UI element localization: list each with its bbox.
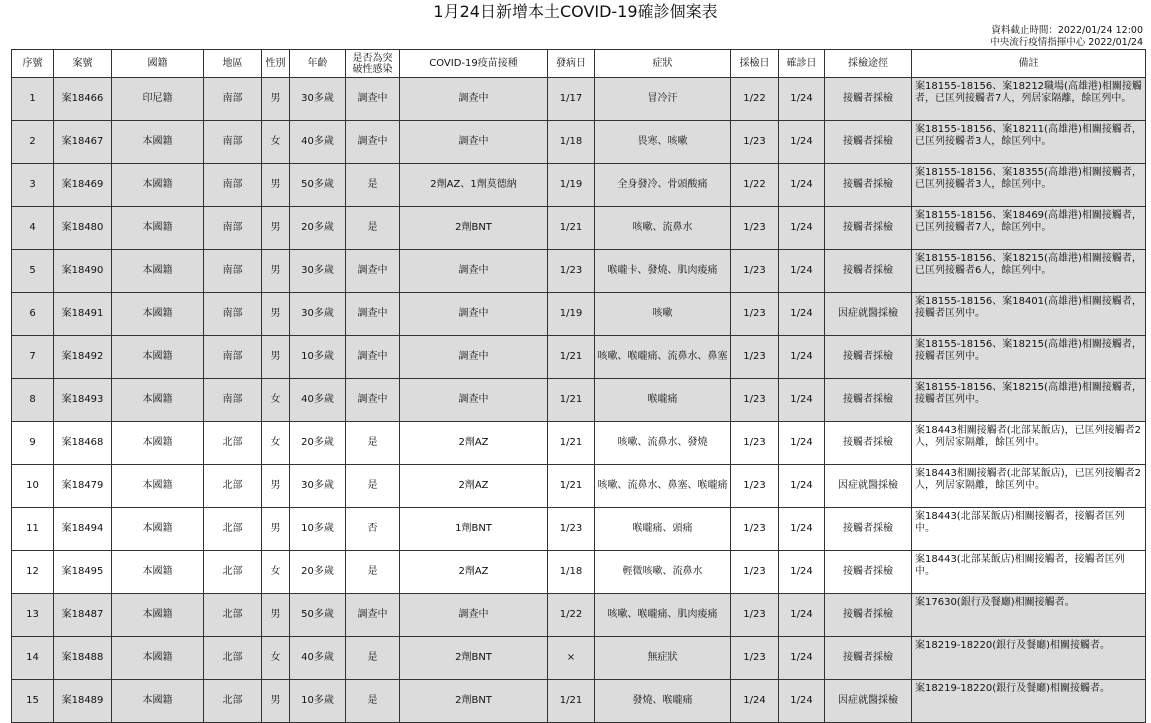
cell-nationality: 本國籍 (112, 121, 204, 164)
cell-case-no: 案18492 (54, 336, 112, 379)
cell-nationality: 本國籍 (112, 551, 204, 594)
cell-vaccination: 調查中 (400, 336, 548, 379)
cell-region: 北部 (204, 551, 262, 594)
cell-nationality: 本國籍 (112, 293, 204, 336)
cell-sampling-date: 1/23 (731, 207, 779, 250)
cell-seq: 13 (12, 594, 54, 637)
table-row (12, 293, 1146, 336)
cell-breakthrough: 調查中 (346, 293, 400, 336)
cell-age: 20多歲 (290, 422, 346, 465)
cell-case-no: 案18487 (54, 594, 112, 637)
cell-onset-date: 1/23 (548, 250, 595, 293)
cell-vaccination: 1劑BNT (400, 508, 548, 551)
cell-seq: 15 (12, 680, 54, 723)
cell-age: 10多歲 (290, 508, 346, 551)
cell-onset-date: 1/19 (548, 164, 595, 207)
cell-onset-date: × (548, 637, 595, 680)
cell-seq: 9 (12, 422, 54, 465)
cell-sampling-date: 1/23 (731, 336, 779, 379)
cell-sampling-date: 1/23 (731, 121, 779, 164)
cell-region: 南部 (204, 207, 262, 250)
header-age: 年齡 (290, 50, 346, 78)
cell-sampling-date: 1/23 (731, 551, 779, 594)
cell-breakthrough: 是 (346, 551, 400, 594)
data-cutoff-time: 資料截止時間：2022/01/24 12:00 (991, 25, 1143, 36)
cell-sampling-route: 接觸者採檢 (825, 164, 912, 207)
cell-nationality: 本國籍 (112, 465, 204, 508)
data-source: 中央流行疫情指揮中心 2022/01/24 (990, 37, 1143, 48)
cell-sampling-date: 1/23 (731, 508, 779, 551)
cell-sampling-date: 1/24 (731, 680, 779, 723)
cell-symptoms: 輕微咳嗽、流鼻水 (595, 551, 731, 594)
cell-onset-date: 1/19 (548, 293, 595, 336)
cell-seq: 6 (12, 293, 54, 336)
cell-onset-date: 1/21 (548, 465, 595, 508)
cell-breakthrough: 否 (346, 508, 400, 551)
cell-region: 北部 (204, 637, 262, 680)
cell-onset-date: 1/21 (548, 680, 595, 723)
cell-sex: 男 (262, 680, 290, 723)
cell-confirmed-date: 1/24 (779, 680, 825, 723)
header-sex: 性別 (262, 50, 290, 78)
cell-symptoms: 咳嗽、流鼻水 (595, 207, 731, 250)
report-meta (990, 25, 1143, 49)
header-nationality: 國籍 (112, 50, 204, 78)
cell-remarks: 案18155-18156、案18212職場(高雄港)相關接觸者，已匡列接觸者7人，列居家隔離，餘匡列中。 (912, 78, 1146, 121)
cell-sex: 男 (262, 164, 290, 207)
cell-confirmed-date: 1/24 (779, 551, 825, 594)
cell-case-no: 案18494 (54, 508, 112, 551)
cell-sampling-date: 1/22 (731, 164, 779, 207)
cell-onset-date: 1/18 (548, 121, 595, 164)
cell-sex: 男 (262, 336, 290, 379)
cell-onset-date: 1/21 (548, 207, 595, 250)
table-row (12, 207, 1146, 250)
table-row (12, 78, 1146, 121)
cell-remarks: 案18443(北部某飯店)相關接觸者，接觸者匡列中。 (912, 508, 1146, 551)
table-header-row (12, 50, 1146, 78)
cell-breakthrough: 調查中 (346, 336, 400, 379)
cell-confirmed-date: 1/24 (779, 78, 825, 121)
header-sampling-route: 採檢途徑 (825, 50, 912, 78)
cell-case-no: 案18490 (54, 250, 112, 293)
cell-symptoms: 冒冷汗 (595, 78, 731, 121)
cell-age: 50多歲 (290, 594, 346, 637)
cell-symptoms: 喉嚨痛 (595, 379, 731, 422)
cell-vaccination: 2劑AZ (400, 465, 548, 508)
cell-sex: 男 (262, 250, 290, 293)
cell-symptoms: 咳嗽、喉嚨痛、肌肉痠痛 (595, 594, 731, 637)
cell-sex: 女 (262, 551, 290, 594)
cell-age: 50多歲 (290, 164, 346, 207)
cell-vaccination: 2劑BNT (400, 637, 548, 680)
cell-sampling-route: 接觸者採檢 (825, 207, 912, 250)
cell-confirmed-date: 1/24 (779, 250, 825, 293)
cell-vaccination: 2劑AZ、1劑莫德納 (400, 164, 548, 207)
cell-remarks: 案18219-18220(銀行及餐廳)相關接觸者。 (912, 637, 1146, 680)
cell-age: 40多歲 (290, 379, 346, 422)
cell-case-no: 案18468 (54, 422, 112, 465)
cell-vaccination: 調查中 (400, 78, 548, 121)
cell-age: 30多歲 (290, 465, 346, 508)
cell-remarks: 案18155-18156、案18211(高雄港)相關接觸者，已匡列接觸者3人，餘匡列中。 (912, 121, 1146, 164)
cell-region: 南部 (204, 293, 262, 336)
cell-sampling-route: 接觸者採檢 (825, 637, 912, 680)
cell-sex: 女 (262, 637, 290, 680)
cell-seq: 1 (12, 78, 54, 121)
cell-confirmed-date: 1/24 (779, 336, 825, 379)
cell-seq: 8 (12, 379, 54, 422)
cell-onset-date: 1/21 (548, 379, 595, 422)
cell-sampling-route: 接觸者採檢 (825, 508, 912, 551)
cell-nationality: 本國籍 (112, 594, 204, 637)
cell-confirmed-date: 1/24 (779, 594, 825, 637)
cell-region: 南部 (204, 78, 262, 121)
cell-vaccination: 調查中 (400, 250, 548, 293)
cell-sex: 女 (262, 379, 290, 422)
cell-age: 40多歲 (290, 121, 346, 164)
page-title: 1月24日新增本土COVID-19確診個案表 (433, 2, 718, 21)
cell-nationality: 本國籍 (112, 422, 204, 465)
cell-breakthrough: 是 (346, 207, 400, 250)
header-onset-date: 發病日 (548, 50, 595, 78)
cell-case-no: 案18488 (54, 637, 112, 680)
cell-symptoms: 發燒、喉嚨痛 (595, 680, 731, 723)
header-confirmed-date: 確診日 (779, 50, 825, 78)
cell-remarks: 案18443(北部某飯店)相關接觸者，接觸者匡列中。 (912, 551, 1146, 594)
cell-breakthrough: 調查中 (346, 121, 400, 164)
cell-breakthrough: 調查中 (346, 78, 400, 121)
cell-sampling-route: 因症就醫採檢 (825, 293, 912, 336)
cell-remarks: 案18443相關接觸者(北部某飯店)，已匡列接觸者2人，列居家隔離，餘匡列中。 (912, 422, 1146, 465)
cell-onset-date: 1/22 (548, 594, 595, 637)
cell-vaccination: 調查中 (400, 594, 548, 637)
cell-confirmed-date: 1/24 (779, 637, 825, 680)
cell-confirmed-date: 1/24 (779, 465, 825, 508)
cell-case-no: 案18466 (54, 78, 112, 121)
cell-breakthrough: 調查中 (346, 594, 400, 637)
table-row (12, 680, 1146, 723)
cell-seq: 7 (12, 336, 54, 379)
cell-confirmed-date: 1/24 (779, 293, 825, 336)
cell-sampling-route: 因症就醫採檢 (825, 465, 912, 508)
cell-remarks: 案18219-18220(銀行及餐廳)相關接觸者。 (912, 680, 1146, 723)
table-row (12, 250, 1146, 293)
cell-sampling-route: 接觸者採檢 (825, 336, 912, 379)
cell-nationality: 本國籍 (112, 207, 204, 250)
cell-symptoms: 咳嗽、喉嚨痛、流鼻水、鼻塞 (595, 336, 731, 379)
cell-region: 北部 (204, 508, 262, 551)
cell-breakthrough: 調查中 (346, 379, 400, 422)
header-symptoms: 症狀 (595, 50, 731, 78)
cell-nationality: 本國籍 (112, 250, 204, 293)
cell-onset-date: 1/21 (548, 336, 595, 379)
header-case-no: 案號 (54, 50, 112, 78)
cell-remarks: 案18155-18156、案18215(高雄港)相關接觸者，已匡列接觸者6人，餘匡列中。 (912, 250, 1146, 293)
cell-region: 南部 (204, 336, 262, 379)
cell-nationality: 本國籍 (112, 637, 204, 680)
cell-sampling-date: 1/23 (731, 250, 779, 293)
cell-vaccination: 2劑BNT (400, 680, 548, 723)
cell-case-no: 案18480 (54, 207, 112, 250)
cell-sampling-route: 接觸者採檢 (825, 551, 912, 594)
cell-sex: 女 (262, 121, 290, 164)
cell-remarks: 案18155-18156、案18401(高雄港)相關接觸者，接觸者匡列中。 (912, 293, 1146, 336)
cell-onset-date: 1/23 (548, 508, 595, 551)
cell-vaccination: 調查中 (400, 121, 548, 164)
cell-confirmed-date: 1/24 (779, 422, 825, 465)
cell-sex: 男 (262, 594, 290, 637)
cell-breakthrough: 調查中 (346, 250, 400, 293)
cell-sampling-date: 1/23 (731, 293, 779, 336)
cell-breakthrough: 是 (346, 465, 400, 508)
cell-region: 南部 (204, 250, 262, 293)
cell-confirmed-date: 1/24 (779, 379, 825, 422)
header-vaccination: COVID-19疫苗接種 (400, 50, 548, 78)
cell-sex: 男 (262, 508, 290, 551)
cell-breakthrough: 是 (346, 637, 400, 680)
cell-region: 北部 (204, 422, 262, 465)
table-row (12, 121, 1146, 164)
cell-sampling-route: 接觸者採檢 (825, 250, 912, 293)
cell-symptoms: 畏寒、咳嗽 (595, 121, 731, 164)
cell-confirmed-date: 1/24 (779, 508, 825, 551)
cell-sampling-date: 1/23 (731, 594, 779, 637)
cell-sampling-date: 1/23 (731, 637, 779, 680)
cell-nationality: 本國籍 (112, 336, 204, 379)
cell-symptoms: 咳嗽、流鼻水、發燒 (595, 422, 731, 465)
cell-nationality: 本國籍 (112, 164, 204, 207)
cell-region: 北部 (204, 680, 262, 723)
cell-age: 30多歲 (290, 78, 346, 121)
cell-remarks: 案18155-18156、案18215(高雄港)相關接觸者，接觸者匡列中。 (912, 379, 1146, 422)
cell-case-no: 案18467 (54, 121, 112, 164)
table-row (12, 637, 1146, 680)
cell-symptoms: 喉嚨卡、發燒、肌肉痠痛 (595, 250, 731, 293)
cell-region: 北部 (204, 594, 262, 637)
cell-confirmed-date: 1/24 (779, 121, 825, 164)
cell-seq: 14 (12, 637, 54, 680)
cell-seq: 2 (12, 121, 54, 164)
cell-sex: 男 (262, 78, 290, 121)
cell-age: 30多歲 (290, 250, 346, 293)
table-row (12, 164, 1146, 207)
table-row (12, 465, 1146, 508)
cell-sampling-route: 接觸者採檢 (825, 422, 912, 465)
cell-vaccination: 2劑AZ (400, 422, 548, 465)
cell-seq: 5 (12, 250, 54, 293)
cell-symptoms: 咳嗽、流鼻水、鼻塞、喉嚨痛 (595, 465, 731, 508)
cell-age: 30多歲 (290, 293, 346, 336)
table-row (12, 422, 1146, 465)
cell-sampling-route: 因症就醫採檢 (825, 680, 912, 723)
cell-remarks: 案18155-18156、案18215(高雄港)相關接觸者，接觸者匡列中。 (912, 336, 1146, 379)
header-breakthrough: 是否為突破性感染 (346, 50, 400, 78)
cell-nationality: 本國籍 (112, 508, 204, 551)
cell-sex: 男 (262, 465, 290, 508)
cell-seq: 11 (12, 508, 54, 551)
cell-nationality: 印尼籍 (112, 78, 204, 121)
cell-age: 40多歲 (290, 637, 346, 680)
cell-vaccination: 2劑BNT (400, 207, 548, 250)
cell-region: 南部 (204, 164, 262, 207)
cell-seq: 3 (12, 164, 54, 207)
cell-age: 20多歲 (290, 207, 346, 250)
cell-age: 20多歲 (290, 551, 346, 594)
cell-sampling-route: 接觸者採檢 (825, 379, 912, 422)
header-remarks: 備註 (912, 50, 1146, 78)
cell-seq: 12 (12, 551, 54, 594)
cell-age: 10多歲 (290, 680, 346, 723)
cell-seq: 10 (12, 465, 54, 508)
cell-sex: 女 (262, 422, 290, 465)
cell-symptoms: 全身發冷、骨頭酸痛 (595, 164, 731, 207)
cell-onset-date: 1/21 (548, 422, 595, 465)
cell-sampling-date: 1/23 (731, 422, 779, 465)
case-rows (12, 78, 1146, 723)
cell-case-no: 案18493 (54, 379, 112, 422)
cell-breakthrough: 是 (346, 164, 400, 207)
case-table (11, 49, 1146, 723)
cell-symptoms: 喉嚨痛、頭痛 (595, 508, 731, 551)
cell-remarks: 案18155-18156、案18469(高雄港)相關接觸者，已匡列接觸者7人，餘匡列中。 (912, 207, 1146, 250)
cell-case-no: 案18495 (54, 551, 112, 594)
cell-seq: 4 (12, 207, 54, 250)
cell-onset-date: 1/17 (548, 78, 595, 121)
cell-remarks: 案18155-18156、案18355(高雄港)相關接觸者，已匡列接觸者3人，餘匡列中。 (912, 164, 1146, 207)
header-sampling-date: 採檢日 (731, 50, 779, 78)
cell-case-no: 案18491 (54, 293, 112, 336)
cell-symptoms: 無症狀 (595, 637, 731, 680)
cell-nationality: 本國籍 (112, 379, 204, 422)
cell-vaccination: 2劑AZ (400, 551, 548, 594)
cell-confirmed-date: 1/24 (779, 164, 825, 207)
cell-sampling-date: 1/22 (731, 78, 779, 121)
cell-onset-date: 1/18 (548, 551, 595, 594)
cell-age: 10多歲 (290, 336, 346, 379)
table-row (12, 551, 1146, 594)
cell-region: 北部 (204, 465, 262, 508)
cell-sampling-date: 1/23 (731, 465, 779, 508)
cell-sampling-route: 接觸者採檢 (825, 121, 912, 164)
cell-case-no: 案18489 (54, 680, 112, 723)
cell-case-no: 案18479 (54, 465, 112, 508)
cell-region: 南部 (204, 379, 262, 422)
cell-sampling-date: 1/23 (731, 379, 779, 422)
cell-vaccination: 調查中 (400, 293, 548, 336)
cell-remarks: 案17630(銀行及餐廳)相關接觸者。 (912, 594, 1146, 637)
header-region: 地區 (204, 50, 262, 78)
cell-sex: 男 (262, 207, 290, 250)
cell-symptoms: 咳嗽 (595, 293, 731, 336)
table-row (12, 379, 1146, 422)
cell-breakthrough: 是 (346, 422, 400, 465)
cell-nationality: 本國籍 (112, 680, 204, 723)
cell-confirmed-date: 1/24 (779, 207, 825, 250)
table-row (12, 594, 1146, 637)
table-row (12, 336, 1146, 379)
cell-region: 南部 (204, 121, 262, 164)
cell-remarks: 案18443相關接觸者(北部某飯店)，已匡列接觸者2人，列居家隔離，餘匡列中。 (912, 465, 1146, 508)
cell-case-no: 案18469 (54, 164, 112, 207)
header-seq: 序號 (12, 50, 54, 78)
cell-sex: 男 (262, 293, 290, 336)
cell-sampling-route: 接觸者採檢 (825, 594, 912, 637)
cell-sampling-route: 接觸者採檢 (825, 78, 912, 121)
table-row (12, 508, 1146, 551)
cell-vaccination: 調查中 (400, 379, 548, 422)
cell-breakthrough: 是 (346, 680, 400, 723)
